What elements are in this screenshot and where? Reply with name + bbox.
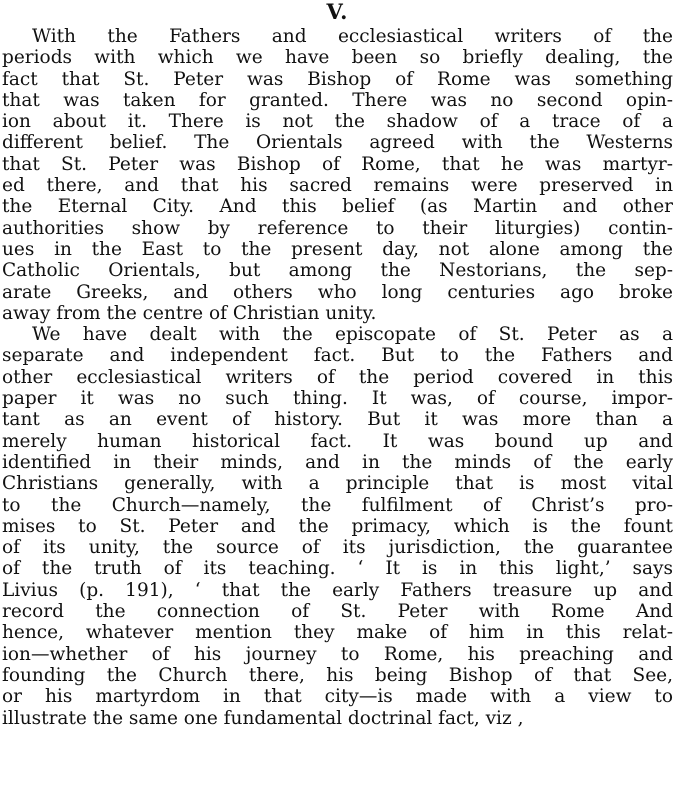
text-line: to the Church—namely, the fulfilment of Christ’s pro- [2, 494, 673, 516]
text-line: Catholic Orientals, but among the Nestorians, the sep- [2, 260, 673, 282]
paragraph-2 [2, 324, 673, 729]
text-line: identified in their minds, and in the minds of the early [2, 451, 673, 473]
text-line: different belief. The Orientals agreed with the Westerns [2, 132, 673, 154]
text-line: of its unity, the source of its jurisdiction, the guarantee [2, 537, 673, 559]
text-line: separate and independent fact. But to the Fathers and [2, 345, 673, 367]
text-line: fact that St. Peter was Bishop of Rome was something [2, 68, 673, 90]
text-line: that was taken for granted. There was no second opin- [2, 89, 673, 111]
text-line: With the Fathers and ecclesiastical writers of the [32, 26, 673, 47]
text-line: hence, whatever mention they make of him in this relat- [2, 622, 673, 644]
text-line: merely human historical fact. It was bound up and [2, 430, 673, 452]
text-line: founding the Church there, his being Bishop of that See, [2, 664, 673, 686]
text-line: the Eternal City. And this belief (as Martin and other [2, 196, 673, 218]
text-line: Christians generally, with a principle that is most vital [2, 473, 673, 495]
text-line: mises to St. Peter and the primacy, which is the fount [2, 515, 673, 537]
text-line: ion—whether of his journey to Rome, his preaching and [2, 643, 673, 665]
text-line: Livius (p. 191), ‘ that the early Fathers treasure up and [2, 579, 673, 601]
text-line: of the truth of its teaching. ‘ It is in this light,’ says [2, 558, 673, 580]
text-line: that St. Peter was Bishop of Rome, that he was martyr- [2, 153, 673, 175]
text-line: periods with which we have been so briefly dealing, the [2, 47, 673, 69]
text-line: authorities show by reference to their liturgies) contin- [2, 217, 673, 239]
text-line: illustrate the same one fundamental doctrinal fact, viz , [2, 707, 524, 729]
text-line: tant as an event of history. But it was more than a [2, 409, 673, 431]
text-line: ues in the East to the present day, not alone among the [2, 238, 673, 260]
text-line: record the connection of St. Peter with Rome And [2, 601, 673, 623]
text-line: away from the centre of Christian unity. [2, 302, 377, 324]
text-line: or his martyrdom in that city—is made with a view to [2, 686, 673, 708]
paragraph-1 [2, 26, 673, 324]
text-line: arate Greeks, and others who long centuries ago broke [2, 281, 673, 303]
section-heading: V. [326, 0, 349, 24]
text-line: paper it was no such thing. It was, of course, impor- [2, 388, 673, 410]
text-line: other ecclesiastical writers of the period covered in this [2, 366, 673, 388]
text-line: We have dealt with the episcopate of St. Peter as a [32, 324, 673, 346]
text-line: ion about it. There is not the shadow of a trace of a [2, 111, 673, 133]
text-line: ed there, and that his sacred remains were preserved in [2, 175, 673, 197]
